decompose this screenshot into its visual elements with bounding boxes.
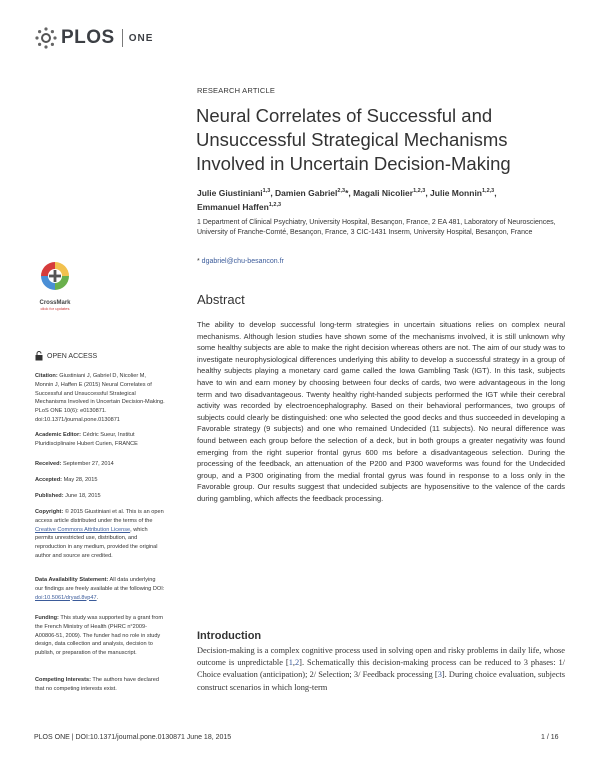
author-name[interactable]: *, Magali Nicolier bbox=[345, 187, 414, 198]
editor-label: Academic Editor: bbox=[35, 432, 82, 438]
corresponding-email bbox=[197, 258, 284, 265]
author-name[interactable]: , Julie Monnin bbox=[425, 187, 482, 198]
reference-link[interactable]: 2 bbox=[294, 658, 300, 668]
copyright-text: © 2015 Giustiniani et al. This is an open access article distributed under the terms of the bbox=[35, 509, 164, 524]
competing-interests-block bbox=[35, 676, 165, 694]
funding-block bbox=[35, 614, 165, 658]
crossmark-icon bbox=[35, 258, 75, 294]
reference-separator: , bbox=[292, 658, 295, 668]
introduction-heading: Introduction bbox=[197, 630, 262, 642]
data-availability-end: . bbox=[96, 594, 99, 601]
data-availability-text: All data underlying our findings are freely available at the following DOI: bbox=[35, 577, 165, 592]
published-date: June 18, 2015 bbox=[63, 493, 101, 499]
affiliation-sup: 2,3 bbox=[337, 188, 346, 194]
crossmark-label: CrossMark bbox=[39, 300, 71, 306]
brand-name: PLOS bbox=[61, 27, 115, 48]
corresponding-star: * bbox=[197, 258, 202, 265]
published-label: Published: bbox=[35, 493, 64, 499]
affiliation-sup: 1,2,3 bbox=[482, 188, 495, 194]
email-link[interactable]: dgabriel@chu-besancon.fr bbox=[201, 258, 284, 265]
journal-name: ONE bbox=[128, 32, 154, 44]
competing-interests-label: Competing Interests: bbox=[35, 677, 91, 683]
author-name[interactable]: Emmanuel Haffen bbox=[197, 201, 269, 212]
funding-label: Funding: bbox=[35, 615, 59, 621]
editor-text: Cédric Sueur, Institut Pluridisciplinaire Hubert Curien, FRANCE bbox=[35, 432, 138, 447]
data-doi-link[interactable]: doi:10.5061/dryad.8vp47 bbox=[35, 594, 97, 601]
accepted-block bbox=[35, 476, 165, 485]
open-access-badge bbox=[35, 351, 97, 361]
affiliation-sup: 1,2,3 bbox=[268, 201, 282, 208]
citation-text: Giustiniani J, Gabriel D, Nicolier M, Monnin J, Haffen E (2015) Neural Correlates of Successful and Unsuccessful Strategical Mechanisms Involved in Uncertain Decision-Making. PLoS ONE 10(6): e0130871. doi:10.1371/journal.pone.0130871 bbox=[35, 373, 165, 423]
abstract-body: The ability to develop successful long-term strategies in uncertain situations relies on complex neural mechanisms. Although lesion studies have shown some of the mechanisms involved, it is still unknown why some healthy subjects are able to make the right decision whereas others are not. The aim of our study was to investigate neurophysiological differences underlying this ability to develop a successful strategy in a group of healthy subjects playing a monetary card game called the Iowa Gambling Task (IGT). In this task, subjects have to win and earn money by choosing between four decks of cards, two were advantageous in the long term and two disadvantageous. Twenty healthy right-handed subjects performed the IGT while their cerebral activity was recorded by electroencephalography. Based on their behavioral performances, two groups of subjects could clearly be distinguished: one who selected the good decks and thus succeeded in developing a Favorable strategy (9 subjects) and one who remained Undecided (11 subjects). No neural difference was found between each group before the selection of a deck, but in both groups a greater negativity was found emerging from the right superior frontal gyrus 600 ms before a disadvantageous selection. During the processing of the feedback, an attenuation of the P200 and P300 waveforms was found for the Undecided group, and a P300 originating from the medial frontal gyrus was found in response to a loss only in the Favorable group. Our results suggest that undecided subjects are hyposensitive to the valence of the cards during gambling, which affects the feedback processing. bbox=[197, 320, 565, 503]
logo-divider bbox=[122, 29, 123, 47]
abstract-heading: Abstract bbox=[197, 292, 245, 307]
crossmark-sublabel: click for updates bbox=[40, 306, 70, 311]
data-availability-block bbox=[35, 576, 165, 602]
affiliation-sup: 1,3 bbox=[262, 188, 271, 194]
published-block bbox=[35, 492, 165, 501]
citation-block bbox=[35, 372, 165, 425]
author-list: Julie Giustiniani$^{1,3}$, Damien Gabriel$^{2,3}$*, Magali Nicolier$^{1,2,3}$, Julie Monnin$^{1,2,3}$, Emmanuel Haffen$^{1,2,3}$ bbox=[197, 187, 497, 212]
received-block bbox=[35, 460, 165, 469]
intro-text: ]. Schematically this decision-making process can be reduced to 3 phases: 1/ Choice evaluation (anticipation); 2/ Selection; 3/ Feedback processing [ bbox=[197, 658, 565, 680]
open-access-label: OPEN ACCESS bbox=[47, 352, 98, 360]
journal-logo bbox=[34, 26, 153, 50]
reference-link[interactable]: 3 bbox=[437, 670, 442, 680]
license-link[interactable]: Creative Commons Attribution License bbox=[35, 526, 131, 533]
reference-link[interactable]: 1 bbox=[288, 658, 293, 668]
intro-text: Decision-making is a complex cognitive process used in solving open and risky problems in daily life, whose outcome is unpredictable [ bbox=[197, 646, 565, 668]
copyright-label: Copyright: bbox=[35, 509, 64, 515]
affiliations: 1 Department of Clinical Psychiatry, University Hospital, Besançon, France, 2 EA 481, Laboratory of Neurosciences, University of Franche-Comté, Besançon, France, 3 CIC-1431 Inserm, University Hospital, Besançon, France bbox=[197, 219, 556, 237]
crossmark-badge[interactable] bbox=[35, 258, 75, 311]
article-title: Neural Correlates of Successful and Unsuccessful Strategical Mechanisms Involved in Uncertain Decision-Making bbox=[196, 105, 511, 174]
received-label: Received: bbox=[35, 461, 62, 467]
footer-citation: PLOS ONE | DOI:10.1371/journal.pone.0130871 June 18, 2015 bbox=[34, 734, 232, 741]
page-number: 1 / 16 bbox=[541, 734, 559, 741]
editor-block bbox=[35, 431, 165, 449]
intro-text: ]. During choice evaluation, subjects construct scenarios in which long-term bbox=[197, 670, 566, 692]
plos-dots-icon bbox=[34, 26, 58, 50]
competing-interests-text: The authors have declared that no competing interests exist. bbox=[35, 677, 159, 692]
affiliation-sup: 1,2,3 bbox=[413, 188, 426, 194]
article-type: RESEARCH ARTICLE bbox=[197, 86, 276, 95]
author-name[interactable]: , Damien Gabriel bbox=[270, 187, 338, 198]
author-name[interactable]: Julie Giustiniani bbox=[197, 187, 263, 198]
citation-label: Citation: bbox=[35, 373, 58, 379]
accepted-date: May 28, 2015 bbox=[62, 477, 98, 483]
received-date: September 27, 2014 bbox=[61, 461, 114, 467]
copyright-text-end: , which permits unrestricted use, distribution, and reproduction in any medium, provided the original author and source are credited. bbox=[35, 526, 158, 559]
introduction-body bbox=[197, 645, 565, 694]
copyright-block bbox=[35, 508, 165, 561]
open-lock-icon bbox=[35, 351, 43, 361]
funding-text: This study was supported by a grant from the French Ministry of Health (PHRC n°2009-A00806-51, 2009). The funder had no role in study design, data collection and analysis, decision to publish, or preparation of the manuscript. bbox=[35, 615, 163, 657]
accepted-label: Accepted: bbox=[35, 477, 63, 483]
data-availability-label: Data Availability Statement: bbox=[35, 577, 109, 583]
